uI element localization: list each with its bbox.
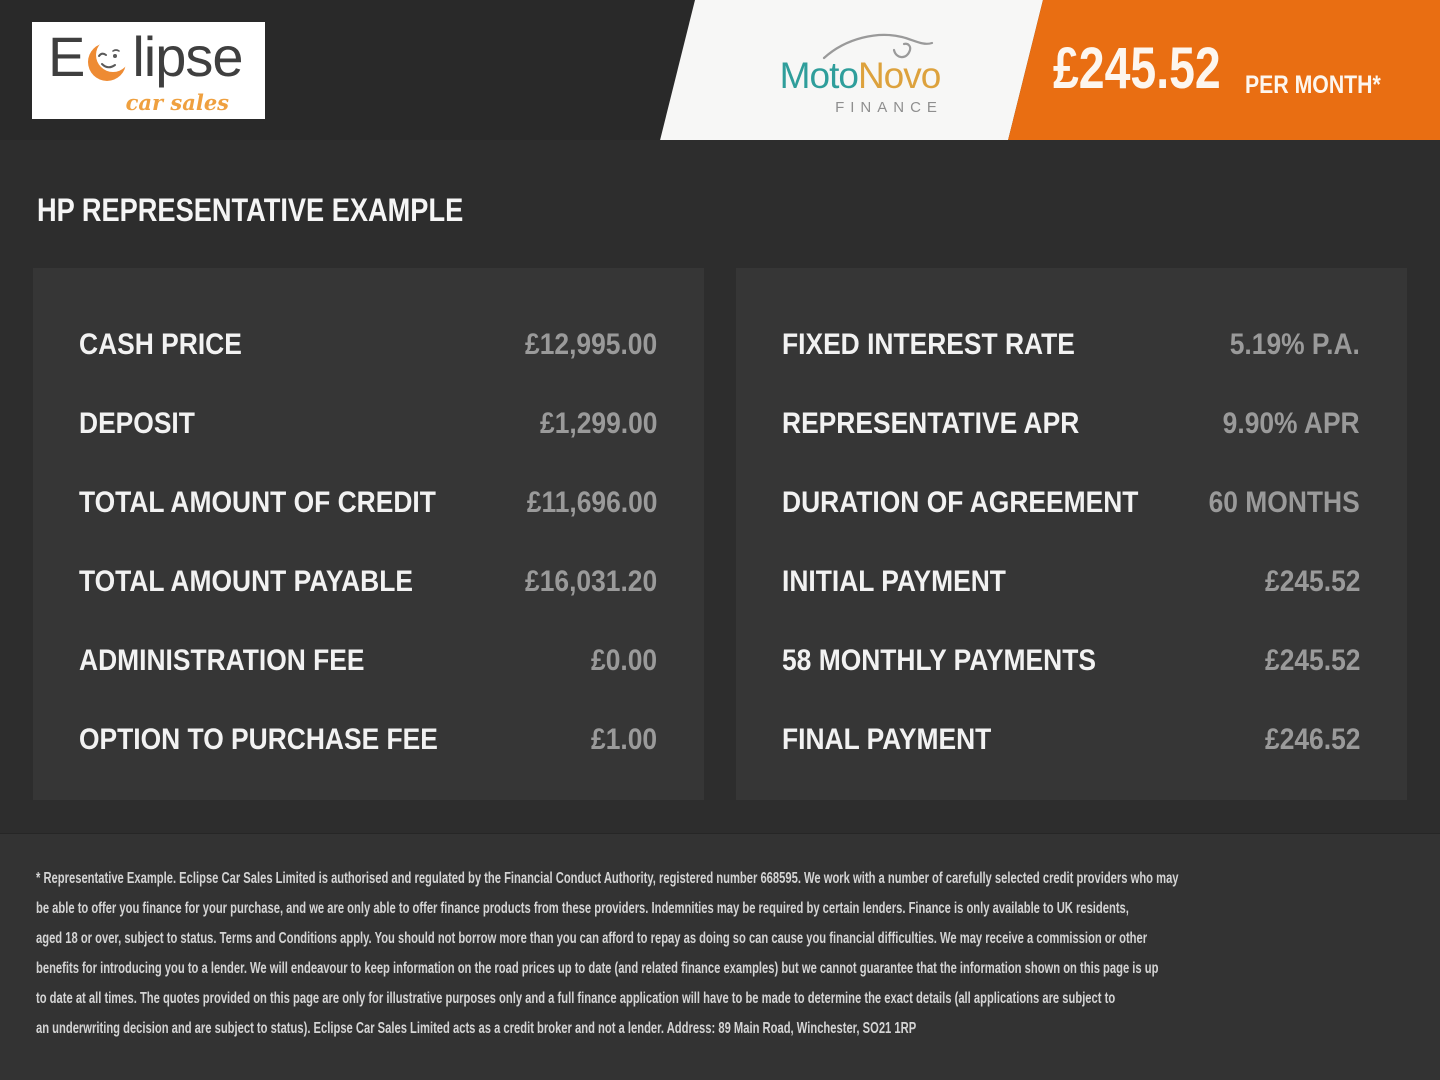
finance-row: [782, 305, 1360, 384]
finance-row-value: £11,696.00: [526, 485, 657, 519]
finance-panel-right: [736, 268, 1407, 800]
disclaimer-line: to date at all times. The quotes provided on this page are only for illustrative purposes only and a full finance application will have to be made to determine the exact details (all applications are subject to: [36, 990, 1116, 1007]
finance-rows-right: [782, 305, 1360, 779]
eclipse-brand-pre: E: [48, 25, 85, 88]
finance-rows-left: [79, 305, 657, 779]
finance-row-value: £1,299.00: [539, 406, 657, 440]
finance-row: [79, 542, 657, 621]
disclaimer-text: [36, 864, 1440, 1044]
finance-row-value: 5.19% P.A.: [1229, 327, 1360, 361]
eclipse-brand-post: lipse: [132, 25, 243, 88]
finance-panels: [0, 268, 1440, 800]
finance-row-value: £16,031.20: [524, 564, 657, 598]
header-banner: [0, 0, 1440, 140]
monthly-price: £245.52: [1053, 36, 1221, 101]
finance-row: [79, 700, 657, 779]
finance-row: [79, 305, 657, 384]
finance-row-value: £12,995.00: [524, 327, 657, 361]
motonovo-logo: [765, 26, 955, 116]
finance-row-value: £245.52: [1264, 564, 1360, 598]
finance-row-label: TOTAL AMOUNT OF CREDIT: [79, 485, 436, 519]
eclipse-brand-line: [32, 22, 265, 86]
finance-row: [79, 621, 657, 700]
finance-panel-left: [33, 268, 704, 800]
finance-row: [782, 463, 1360, 542]
finance-row-value: 60 MONTHS: [1208, 485, 1360, 519]
main-content: [0, 140, 1440, 800]
motonovo-part2: Novo: [857, 55, 941, 96]
finance-row: [79, 384, 657, 463]
finance-row-label: FINAL PAYMENT: [782, 722, 992, 756]
disclaimer-line: be able to offer you finance for your purchase, and we are only able to offer finance products from these providers. Indemnities may be required by certain lenders. Finance is only available to UK residents,: [36, 900, 1129, 917]
finance-row-value: £246.52: [1264, 722, 1360, 756]
finance-row-label: DEPOSIT: [79, 406, 195, 440]
finance-disclaimer: [0, 833, 1440, 1080]
finance-row: [782, 384, 1360, 463]
finance-row-label: FIXED INTEREST RATE: [782, 327, 1075, 361]
monthly-price-banner: [1053, 36, 1413, 120]
motonovo-part1: Moto: [779, 55, 858, 96]
finance-row-value: £0.00: [590, 643, 657, 677]
finance-row-label: REPRESENTATIVE APR: [782, 406, 1080, 440]
winking-moon-icon: [85, 36, 131, 86]
finance-row-value: £245.52: [1264, 643, 1360, 677]
per-month-label: PER MONTH*: [1245, 71, 1381, 99]
finance-row: [782, 542, 1360, 621]
eclipse-tagline: car sales: [125, 90, 229, 115]
finance-row-label: OPTION TO PURCHASE FEE: [79, 722, 438, 756]
finance-row-label: ADMINISTRATION FEE: [79, 643, 365, 677]
finance-row-value: 9.90% APR: [1223, 406, 1360, 440]
page-title: HP REPRESENTATIVE EXAMPLE: [37, 192, 464, 228]
finance-row-label: TOTAL AMOUNT PAYABLE: [79, 564, 413, 598]
disclaimer-line: * Representative Example. Eclipse Car Sales Limited is authorised and regulated by the Financial Conduct Authority, registered number 668595. We work with a number of carefully selected credit providers who may: [36, 870, 1179, 887]
disclaimer-line: aged 18 or over, subject to status. Terms and Conditions apply. You should not borrow more than you can afford to repay as doing so can cause you financial difficulties. We may receive a commission or other: [36, 930, 1148, 947]
disclaimer-line: an underwriting decision and are subject to status). Eclipse Car Sales Limited acts as a credit broker and not a lender. Address: 89 Main Road, Winchester, SO21 1RP: [36, 1020, 917, 1037]
finance-row-label: 58 MONTHLY PAYMENTS: [782, 643, 1096, 677]
finance-row-value: £1.00: [590, 722, 657, 756]
finance-row: [782, 621, 1360, 700]
finance-row-label: DURATION OF AGREEMENT: [782, 485, 1139, 519]
eclipse-logo: [32, 22, 265, 119]
motonovo-name: [765, 56, 955, 97]
disclaimer-line: benefits for introducing you to a lender. We will endeavour to keep information on the road prices up to date (and related finance examples) but we cannot guarantee that the information shown on this page is up: [36, 960, 1159, 977]
finance-row-label: CASH PRICE: [79, 327, 242, 361]
finance-row: [782, 700, 1360, 779]
motonovo-finance-label: FINANCE: [835, 98, 943, 116]
finance-row-label: INITIAL PAYMENT: [782, 564, 1006, 598]
finance-row: [79, 463, 657, 542]
